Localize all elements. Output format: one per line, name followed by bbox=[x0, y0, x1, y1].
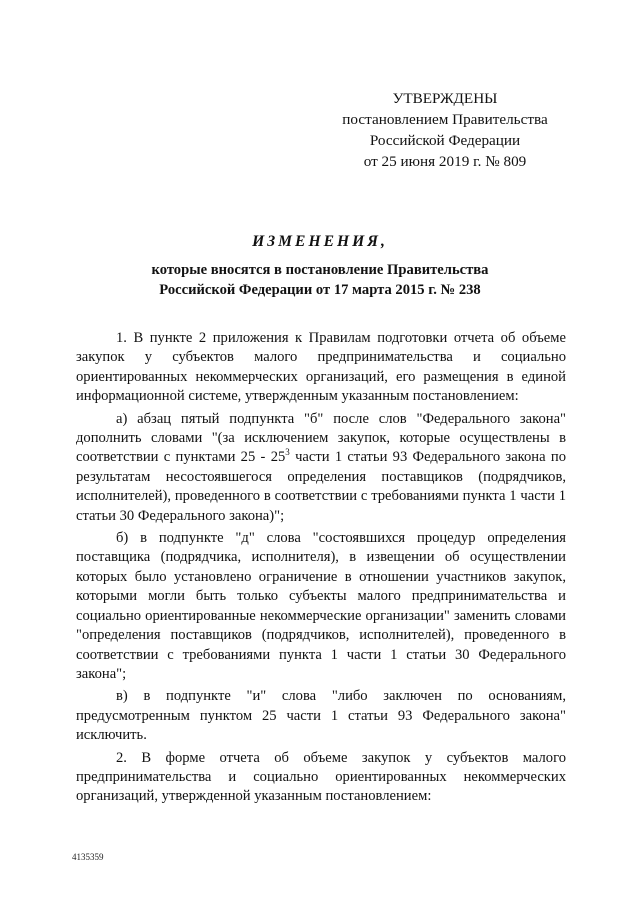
paragraph-1a-text-end: части 1 статьи 93 Федерального закона по результатам несостоявшегося определения поставщиков (подрядчиков, исполнителей), проведенного в соответствии с требованиями пункта 1 части 1 статьи 30 Федерального закона)"; bbox=[76, 449, 566, 524]
subtitle-line-1: которые вносятся в постановление Правительства bbox=[151, 262, 489, 278]
approval-heading: УТВЕРЖДЕНЫ bbox=[392, 90, 498, 107]
paragraph-2: 2. В форме отчета об объеме закупок у субъектов малого предпринимательства и социально ориентированных некоммерческих организаций, утвержденной указанным постановлением: bbox=[76, 749, 566, 805]
approval-by-resolution: постановлением Правительства bbox=[342, 111, 548, 128]
approval-federation: Российской Федерации bbox=[369, 132, 521, 149]
document-code: 4135359 bbox=[72, 852, 104, 862]
paragraph-1: 1. В пункте 2 приложения к Правилам подготовки отчета об объеме закупок у субъектов малого предпринимательства и социально ориентированных некоммерческих организаций, его размещения в единой информационной системе, утвержденным указанным постановлением: bbox=[76, 330, 566, 405]
approval-block bbox=[330, 88, 560, 172]
document-title: ИЗМЕНЕНИЯ, bbox=[252, 233, 388, 250]
paragraph-1a bbox=[76, 410, 566, 526]
paragraph-1a-text-start: а) абзац пятый подпункта "б" после слов "Федерального закона" дополнить словами "(за исключением закупок, которые осуществлены в соответствии с пунктами 25 - 25 bbox=[76, 410, 566, 466]
paragraph-1c: в) в подпункте "и" слова "либо заключен по основаниям, предусмотренным пунктом 25 части 1 статьи 93 Федерального закона" исключить. bbox=[76, 688, 566, 744]
paragraph-1b: б) в подпункте "д" слова "состоявшихся процедур определения поставщика (подрядчика, исполнителя), в извещении об осуществлении которых было установлено ограничение в отношении участников закупок, которыми могли быть только субъекты малого предпринимательства и социально ориентированные некоммерческие организации" заменить словами "определения поставщиков (подрядчиков, исполнителей), проведенного в соответствии с требованиями пункта 1 части 1 статьи 30 Федерального закона"; bbox=[76, 530, 566, 682]
paragraph-1a-superscript: 3 bbox=[285, 447, 290, 458]
subtitle-line-2: Российской Федерации от 17 марта 2015 г. № 238 bbox=[159, 282, 481, 298]
document-body bbox=[76, 329, 566, 810]
document-subtitle bbox=[70, 260, 570, 300]
approval-date-number: от 25 июня 2019 г. № 809 bbox=[363, 153, 527, 170]
